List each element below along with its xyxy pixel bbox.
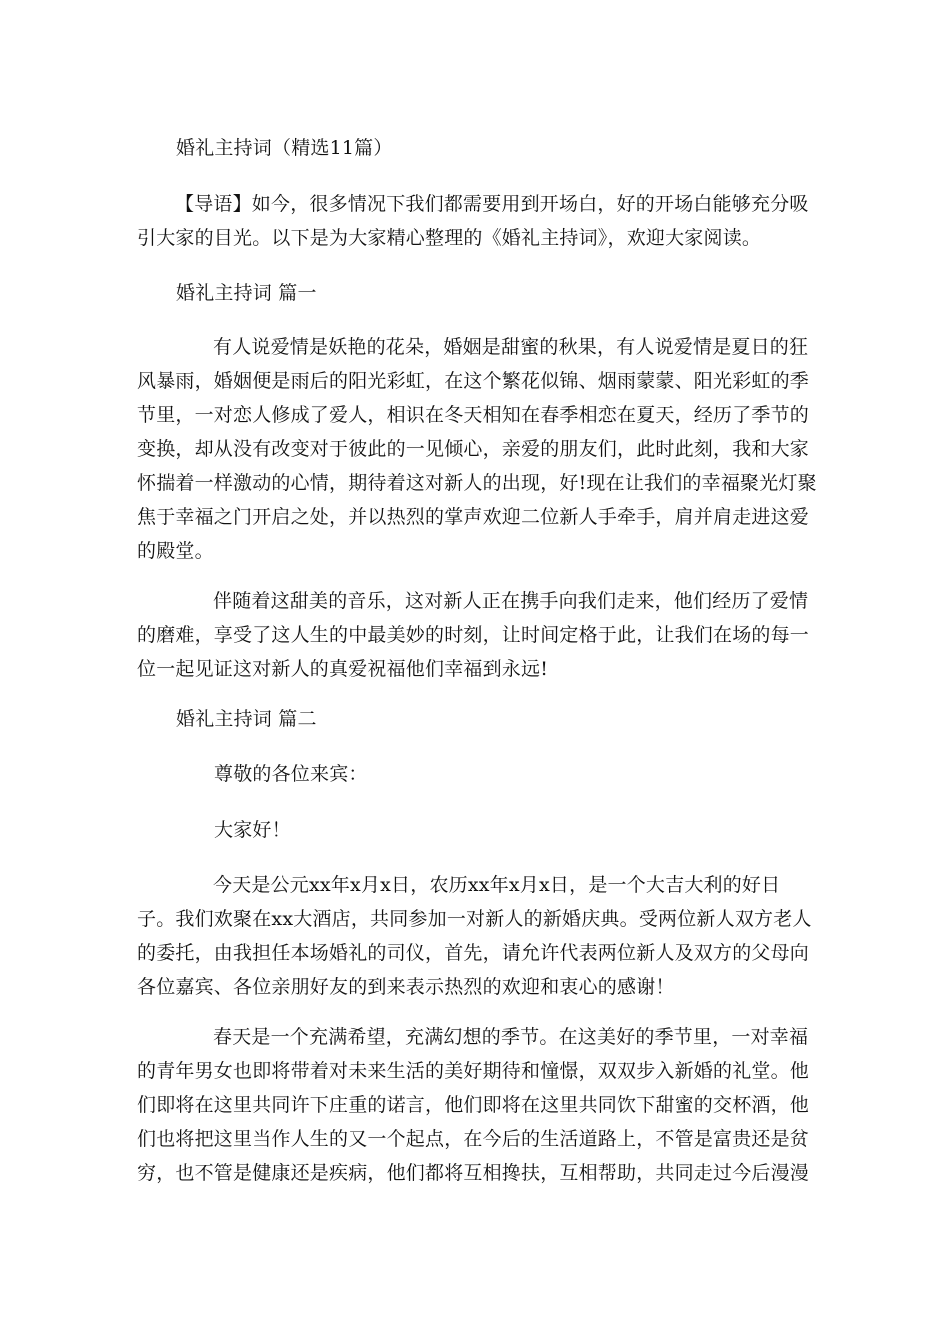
- section1-paragraph-2: 伴随着这甜美的音乐，这对新人正在携手向我们走来，他们经历了爱情的磨难，享受了这人生的中最美妙的时刻，让时间定格于此，让我们在场的每一位一起见证这对新人的真爱祝福他们幸福到永远!: [137, 590, 810, 680]
- section2-greeting-2: 大家好！: [214, 819, 291, 841]
- document-title: 婚礼主持词（精选11篇）: [176, 137, 393, 159]
- intro-paragraph: 【导语】如今，很多情况下我们都需要用到开场白，好的开场白能够充分吸引大家的目光。以下是为大家精心整理的《婚礼主持词》，欢迎大家阅读。: [137, 193, 809, 249]
- section2-paragraph-2: 春天是一个充满希望，充满幻想的季节。在这美好的季节里，一对幸福的青年男女也即将带着对未来生活的美好期待和憧憬，双双步入新婚的礼堂。他们即将在这里共同许下庄重的诺言，他们即将在这里共同饮下甜蜜的交杯酒，他们也将把这里当作人生的又一个起点，在今后的生活道路上，不管是富贵还是贫穷，也不管是健康还是疾病，他们都将互相搀扶，互相帮助，共同走过今后漫漫: [137, 1026, 810, 1184]
- section1-heading: 婚礼主持词 篇一: [176, 282, 317, 304]
- section1-paragraph-1: 有人说爱情是妖艳的花朵，婚姻是甜蜜的秋果，有人说爱情是夏日的狂风暴雨，婚姻便是雨后的阳光彩虹，在这个繁花似锦、烟雨蒙蒙、阳光彩虹的季节里，一对恋人修成了爱人，相识在冬天相知在春季相恋在夏天，经历了季节的变换，却从没有改变对于彼此的一见倾心，亲爱的朋友们，此时此刻，我和大家怀揣着一样激动的心情，期待着这对新人的出现，好!现在让我们的幸福聚光灯聚焦于幸福之门开启之处，并以热烈的掌声欢迎二位新人手牵手，肩并肩走进这爱的殿堂。: [137, 336, 817, 562]
- section2-greeting-1: 尊敬的各位来宾：: [214, 763, 368, 785]
- section2-paragraph-1: 今天是公元xx年x月x日，农历xx年x月x日，是一个大吉大利的好日子。我们欢聚在xx大酒店，共同参加一对新人的新婚庆典。受两位新人双方老人的委托，由我担任本场婚礼的司仪，首先，请允许代表两位新人及双方的父母向各位嘉宾、各位亲朋好友的到来表示热烈的欢迎和衷心的感谢！: [137, 874, 812, 998]
- section2-heading: 婚礼主持词 篇二: [176, 708, 317, 730]
